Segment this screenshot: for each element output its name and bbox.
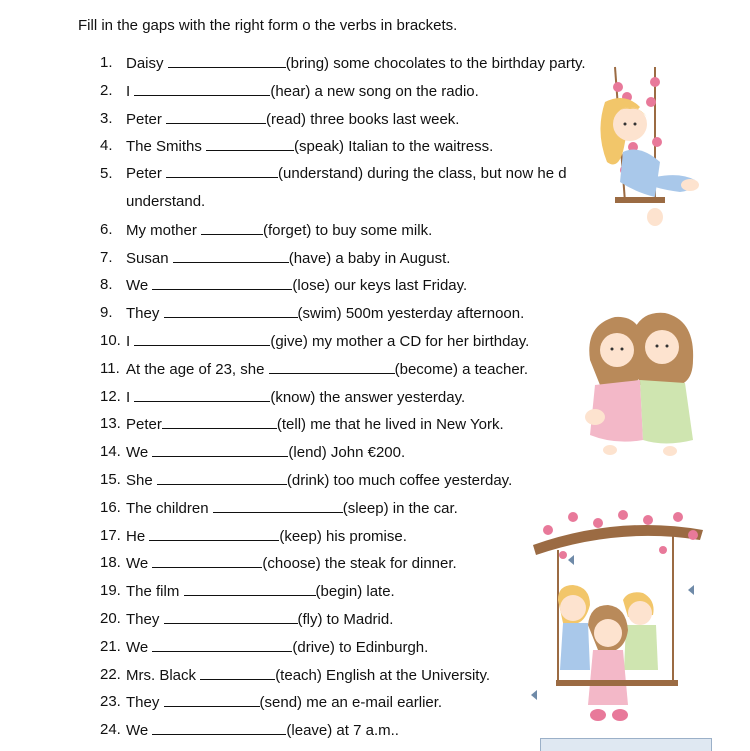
exercise-number: 20. <box>100 609 121 627</box>
sentence-rest: (leave) at 7 a.m.. <box>286 722 399 740</box>
sentence-subject: The children <box>126 499 213 517</box>
sentence-subject: He <box>126 527 150 545</box>
exercise-item <box>100 219 606 247</box>
exercise-sentence <box>126 358 606 381</box>
answer-blank[interactable] <box>173 247 289 263</box>
exercise-sentence <box>126 441 606 464</box>
answer-blank[interactable] <box>166 162 278 178</box>
exercise-number: 4. <box>100 137 113 155</box>
sentence-rest: (drink) too much coffee yesterday. <box>286 471 513 489</box>
exercise-sentence <box>126 302 606 325</box>
sentence-subject: The film <box>126 583 184 601</box>
sentence-subject: She <box>126 471 157 489</box>
sentence-rest: (speak) Italian to the waitress. <box>294 138 494 156</box>
answer-blank[interactable] <box>162 413 277 429</box>
exercise-number: 3. <box>100 109 113 127</box>
exercise-sentence <box>126 219 606 242</box>
exercise-sentence <box>126 330 606 353</box>
sentence-rest: (teach) English at the University. <box>275 666 490 684</box>
exercise-sentence <box>126 469 606 492</box>
exercise-number: 5. <box>100 165 113 183</box>
answer-blank[interactable] <box>149 525 279 541</box>
artwork-credit-banner <box>540 738 712 751</box>
answer-blank[interactable] <box>134 80 270 96</box>
exercise-number: 15. <box>100 470 121 488</box>
sentence-subject: They <box>126 610 164 628</box>
exercise-item <box>100 247 606 275</box>
sentence-rest: (sleep) in the car. <box>342 499 458 517</box>
answer-blank[interactable] <box>201 219 263 235</box>
sentence-subject: Peter <box>126 165 167 183</box>
sentence-rest: (begin) late. <box>315 583 395 601</box>
exercise-number: 6. <box>100 220 113 238</box>
exercise-number: 10. <box>100 331 121 349</box>
sentence-subject: Daisy <box>126 55 168 72</box>
sentence-rest: (lend) John €200. <box>288 444 406 462</box>
exercise-number: 16. <box>100 498 121 516</box>
sentence-subject: Peter <box>126 416 162 434</box>
hugging-girls-illustration <box>585 305 710 460</box>
sentence-subject: At the age of 23, she <box>126 360 269 378</box>
sentence-rest: (drive) to Edinburgh. <box>292 638 429 656</box>
exercise-number: 23. <box>100 693 121 711</box>
answer-blank[interactable] <box>152 719 286 735</box>
answer-blank[interactable] <box>152 441 288 457</box>
exercise-sentence <box>126 386 606 409</box>
exercise-number: 11. <box>100 359 120 377</box>
exercise-item <box>100 358 606 386</box>
sentence-subject: We <box>126 638 153 656</box>
exercise-sentence <box>126 247 606 270</box>
exercise-item <box>100 413 606 441</box>
answer-blank[interactable] <box>157 469 287 485</box>
exercise-number: 18. <box>100 554 121 572</box>
exercise-sentence <box>126 274 606 297</box>
exercise-number: 8. <box>100 276 113 294</box>
exercise-number: 22. <box>100 665 121 683</box>
sentence-subject: They <box>126 305 164 323</box>
sentence-rest: (become) a teacher. <box>394 360 529 378</box>
sentence-subject: I <box>126 332 135 350</box>
girl-on-swing-illustration <box>585 62 710 232</box>
exercise-number: 17. <box>100 526 121 544</box>
exercise-number: 12. <box>100 387 121 405</box>
exercise-item <box>100 441 606 469</box>
answer-blank[interactable] <box>152 552 262 568</box>
answer-blank[interactable] <box>164 691 260 707</box>
exercise-number: 24. <box>100 721 121 739</box>
exercise-sentence <box>126 108 606 131</box>
answer-blank[interactable] <box>184 580 316 596</box>
sentence-subject: We <box>126 722 153 740</box>
sentence-rest: (bring) some chocolates to the birthday party. <box>285 55 586 72</box>
instructions: Fill in the gaps with the right form o the verbs in brackets. <box>78 17 458 34</box>
exercise-item <box>100 302 606 330</box>
sentence-subject: I <box>126 388 135 406</box>
exercise-item <box>100 80 606 108</box>
sentence-rest: (choose) the steak for dinner. <box>262 555 457 573</box>
exercise-number: 7. <box>100 248 113 266</box>
answer-blank[interactable] <box>152 636 292 652</box>
exercise-item <box>100 274 606 302</box>
sentence-rest: (understand) during the class, but now he d <box>278 165 567 183</box>
exercise-sentence <box>126 413 606 436</box>
sentence-subject: We <box>126 277 153 295</box>
sentence-subject: I <box>126 82 135 100</box>
answer-blank[interactable] <box>134 330 270 346</box>
answer-blank[interactable] <box>134 386 270 402</box>
sentence-rest: (fly) to Madrid. <box>297 610 394 628</box>
sentence-subject: Mrs. Black <box>126 666 201 684</box>
answer-blank[interactable] <box>168 52 286 68</box>
sentence-rest: (know) the answer yesterday. <box>270 388 466 406</box>
answer-blank[interactable] <box>269 358 395 374</box>
sentence-rest: (forget) to buy some milk. <box>263 221 433 239</box>
sentence-subject: We <box>126 444 153 462</box>
sentence-rest: (tell) me that he lived in New York. <box>276 416 504 434</box>
exercise-sentence <box>126 135 606 158</box>
sentence-continuation: understand. <box>126 193 206 211</box>
sentence-rest: (read) three books last week. <box>266 110 460 128</box>
exercise-number: 13. <box>100 415 121 433</box>
sentence-subject: Peter <box>126 110 167 128</box>
exercise-sentence <box>126 52 606 75</box>
exercise-item <box>100 163 606 219</box>
answer-blank[interactable] <box>166 108 266 124</box>
exercise-number: 1. <box>100 54 113 71</box>
sentence-rest: (hear) a new song on the radio. <box>270 82 479 100</box>
sentence-rest: (have) a baby in August. <box>288 249 451 267</box>
sentence-rest: (give) my mother a CD for her birthday. <box>270 332 530 350</box>
sentence-rest: (swim) 500m yesterday afternoon. <box>297 305 525 323</box>
exercise-number: 14. <box>100 443 121 461</box>
answer-blank[interactable] <box>152 274 292 290</box>
exercise-item <box>100 52 606 80</box>
sentence-rest: (send) me an e-mail earlier. <box>259 694 443 712</box>
exercise-item <box>100 330 606 358</box>
answer-blank[interactable] <box>164 608 298 624</box>
sentence-subject: My mother <box>126 221 202 239</box>
sentence-subject: We <box>126 555 153 573</box>
exercise-number: 2. <box>100 81 113 99</box>
exercise-sentence <box>126 160 606 216</box>
exercise-item <box>100 386 606 414</box>
sentence-subject: Susan <box>126 249 173 267</box>
exercise-number: 19. <box>100 582 121 600</box>
exercise-item <box>100 135 606 163</box>
answer-blank[interactable] <box>213 497 343 513</box>
answer-blank[interactable] <box>164 302 298 318</box>
sentence-rest: (keep) his promise. <box>279 527 407 545</box>
exercise-item <box>100 108 606 136</box>
exercise-number: 21. <box>100 637 121 655</box>
sentence-subject: They <box>126 694 164 712</box>
exercise-sentence <box>126 80 606 103</box>
exercise-item <box>100 469 606 497</box>
exercise-number: 9. <box>100 304 113 322</box>
children-on-swing-illustration <box>528 505 708 730</box>
answer-blank[interactable] <box>200 664 275 680</box>
answer-blank[interactable] <box>206 135 294 151</box>
sentence-subject: The Smiths <box>126 138 207 156</box>
sentence-rest: (lose) our keys last Friday. <box>292 277 468 295</box>
